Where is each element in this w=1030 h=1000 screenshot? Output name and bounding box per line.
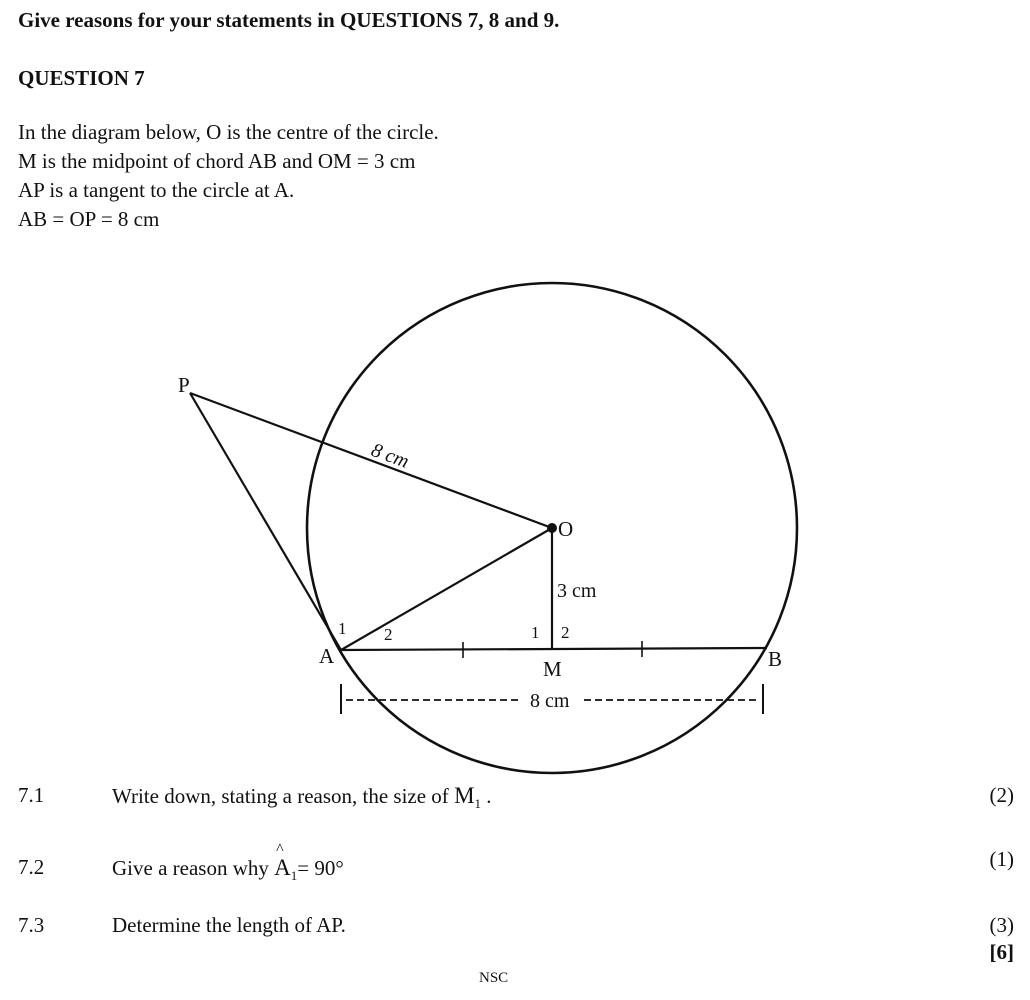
angle-label-m1: 1	[531, 623, 540, 642]
intro-line: AP is a tangent to the circle at A.	[18, 178, 295, 202]
point-label-b: B	[768, 647, 783, 671]
angle-label-a1: 1	[338, 619, 347, 638]
angle-label-m2: 2	[561, 623, 570, 642]
question-title: QUESTION 7	[18, 66, 145, 90]
centre-point	[547, 523, 557, 533]
marks-label: (3)	[989, 913, 1014, 937]
length-label-om: 3 cm	[557, 580, 597, 602]
intro-line: AB = OP = 8 cm	[18, 207, 160, 231]
length-label-op: 8 cm	[368, 439, 412, 473]
intro-line: M is the midpoint of chord AB and OM = 3 cm	[18, 149, 416, 173]
marks-label: (2)	[989, 783, 1014, 807]
instruction-heading: Give reasons for your statements in QUESTIONS 7, 8 and 9.	[18, 8, 560, 32]
intro-line: In the diagram below, O is the centre of the circle.	[18, 120, 439, 144]
point-label-p: P	[178, 373, 190, 397]
segment-ao	[341, 528, 552, 650]
question-text: Determine the length of AP.	[112, 913, 346, 937]
marks-label: (1)	[989, 847, 1014, 871]
question-text: Give a reason why ^ $A_1= 90^\circ$	[112, 855, 344, 884]
total-marks: [6]	[989, 940, 1014, 964]
question-number: 7.1	[18, 783, 45, 807]
chord-ab	[341, 648, 767, 650]
point-label-o: O	[558, 517, 574, 541]
question-text: Write down, stating a reason, the size of $M_1$ .	[112, 783, 492, 812]
question-number: 7.3	[18, 913, 45, 937]
point-label-m: M	[543, 657, 562, 681]
angle-label-a2: 2	[384, 625, 393, 644]
page-footer: NSC	[479, 970, 509, 986]
tangent-ap	[190, 393, 341, 650]
question-number: 7.2	[18, 855, 45, 879]
length-label-ab: 8 cm	[530, 690, 570, 712]
point-label-a: A	[319, 644, 335, 668]
